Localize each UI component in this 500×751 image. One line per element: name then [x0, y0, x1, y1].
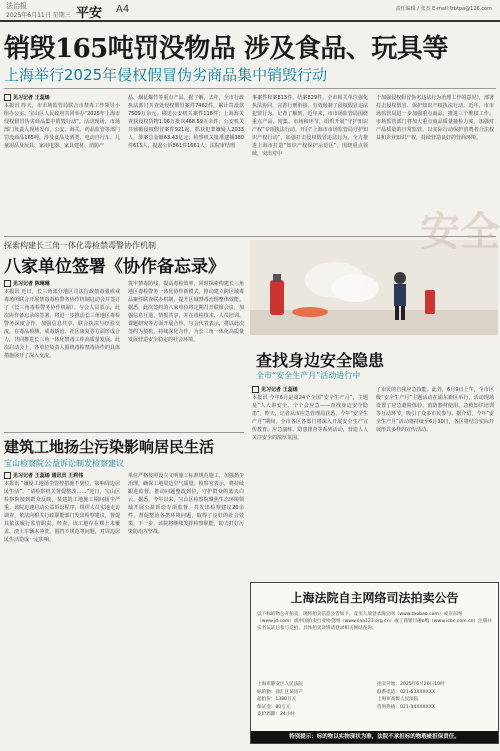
notice-item: 起拍价：1380万元 — [257, 697, 297, 702]
watermark-text: 安全 — [420, 208, 500, 255]
article2-title: 八家单位签署《协作备忘录》 — [4, 257, 225, 277]
lead-column-1 — [4, 94, 120, 234]
page-header — [0, 0, 500, 22]
byline-icon — [4, 280, 11, 287]
notice-item: 保证金：80万元 — [257, 704, 291, 710]
section-title: 平安 — [76, 6, 103, 21]
issue-date: 2025年6月11日 星期三 — [6, 12, 71, 19]
article3-byline — [4, 472, 120, 480]
article2-byline-text: 见习记者 陈琳琳 — [13, 281, 50, 287]
notice-footer: 特别提示：标的物以实物现状为准，法院不承担标的物瑕疵担保责任。 — [251, 731, 498, 743]
lead-column-3 — [252, 94, 368, 234]
article4-subtitle: 全市“安全生产月”活动进行中 — [256, 371, 361, 380]
divider — [4, 432, 244, 433]
article4-byline-text: 见习记者 王蕊烯 — [261, 387, 298, 393]
article4-column-2 — [376, 386, 494, 576]
lead-text-3: 事案件和案813件，结案829件。全市相关单位强化执法协同，完善行刑衔接，有效遏制了侵权假冒违法犯罪行为。记者了解到，近年来，市市场监管局围绕重点产品，密集、市场和环节，组织开展“守护知识产权”专项执法行动。开启“上海市市场监管局守护知识产权行动”，加强打击侵权假冒违法行为，全力推进上海市打造“知识产权保护示范区”，围绕重点领域，突出对中 — [252, 95, 368, 157]
notice-item: 联系电话：021-63XXXXXX — [377, 689, 436, 695]
notice-item: 标的物：徐汇区某房产 — [257, 689, 303, 695]
lead-column-2 — [128, 94, 244, 234]
notice-item: 咨询热线：021-34XXXXXX — [377, 704, 436, 710]
lead-byline-text: 见习记者 王蕊烯 — [13, 95, 50, 101]
article4-column-1 — [252, 386, 368, 576]
section-number: A4 — [116, 4, 130, 15]
notice-item: 上海市高级人民法院 — [377, 697, 419, 702]
article2-text-1: 本报讯 近日，长三角部分地区司法行政禁毒强戒戒毒场所联合开展禁毒毒检警务协作机制启动会并签订了《长三角毒检警务协作机制》。与会人员表示，此次协作备忘录的签署，将进一步推动长三角地区毒检警务深度合作，加强信息共享、联合执法与经验交流，在毒品检测、戒毒矫治、社区康复等方面形成合力，共同推进长三角一体化禁毒工作高质量发展。此次启动会上，各单位负责人围绕毒检禁毒协作的具体措施展开了深入交流。 — [4, 289, 120, 359]
notice-body: 以下标的物公开拍卖，现将拍卖信息公告如下。竞买人须登录淘宝网（www.taobao.com）或京东网（www.jd.com）或中国拍卖行业协会网（www.caa123.org.cn）或工商银行融e购（www.icbc.com.cn）注册并实名认证后参与竞拍，具体拍卖详情请登录相关网站查询。 — [257, 612, 492, 631]
lead-byline — [4, 94, 120, 102]
article4-title: 查找身边安全隐患 — [256, 351, 385, 370]
article3-subtitle: 宝山检察院公益诉讼制发检察建议 — [4, 459, 124, 468]
auction-notice — [250, 582, 499, 744]
notice-title: 上海法院自主网络司法拍卖公告 — [290, 591, 459, 605]
notice-list-right — [377, 681, 492, 711]
article3-column-1 — [4, 472, 120, 744]
article3-title: 建筑工地扬尘污染影响居民生活 — [4, 438, 215, 456]
notice-item: 上海市静安区人民法院 — [257, 682, 303, 687]
byline-icon — [252, 386, 259, 393]
article3-column-2 — [128, 472, 244, 744]
article2-column-2 — [128, 280, 244, 430]
byline-icon — [4, 472, 11, 479]
article3-byline-text: 见习记者 王蕊烯 通讯员 王莉伟 — [13, 473, 84, 479]
notice-item: 竞价周期：24小时 — [257, 712, 296, 717]
divider — [4, 88, 496, 89]
byline-icon — [4, 94, 11, 101]
notice-list-left — [257, 681, 372, 719]
lead-text-2: 品、烟花爆竹等重点产品。据了解，去年，全市行政执法部门共查处侵权假冒案件7462件，累计罚没款7509万余元，移送公安机关案件118件；上海海关查获侵权货物1.06万批次468.59万余件；公安机关共侦破侵权假冒案件921起，抓获犯罪嫌疑人2033人，涉案总金额63.43亿元；检察机关批准逮捕380件615人，提起公诉861件1661人；法院审结刑 — [128, 95, 244, 149]
article4-text-2: 了市民的自我应急技能。此外，6月9日上午，全市区级“安全生产月”主题活动在浦东新区举行，活动现场设置了应急避险体验、消防器材使用、急救知识培训等互动环节，吸引了众多市民参与。据介绍，今年“安全生产月”活动将持续至6月30日，各区将结合实际开展形式多样的宣传活动。 — [376, 387, 494, 433]
article4-text-1: 本报讯 今年6月是第24个全国“安全生产月”，主题是“人人讲安全、个个会应急——查找身边安全隐患”。昨天，记者从市应急管理局获悉，今年“安全生产月”期间，全市各区各部门将深入开展安全生产宣传教育、应急演练、隐患排查等系列活动，营造人人关注安全的浓厚氛围。 — [252, 395, 368, 441]
lead-text-1: 本报讯 昨天，市市场监管局联合市禁毒工作领导小组办公室、宝山区人民政府共同举办“2025年上海市侵权假冒伪劣商品集中销毁行动”。活动现场，市场部门负责人现场发布，公安、海关、药品监管等部门罚没商品165吨，涉及食品及酒类、电动自行车、儿童用品及玩具、家用电器、家具建材、消防产 — [4, 103, 120, 149]
editor-info: 责任编辑 / 张杰 E-mail:fzbtpa@126.com — [395, 6, 492, 12]
lead-headline: 销毁165吨罚没物品 涉及食品、玩具等 — [4, 34, 448, 64]
newspaper-logo: 法治报 — [6, 2, 27, 10]
article2-byline — [4, 280, 120, 288]
article2-column-1 — [4, 280, 120, 430]
lead-text-4: 于加强侵权假冒伪劣违法行为治理工作的意见》，部署打击侵权假冒、保护知识产权执法行动。近年，市市场监管局进一步加强重点商品，推进三个维权工作。市场监管部门将加大重点商品质量抽检力度，加强对产品质量的日常监管，以实际行动保护消费者合法权益和企业知识产权，持续营造良好的营商环境。 — [376, 95, 494, 141]
article4-byline — [252, 386, 368, 394]
article3-text-2: 单位严格按照设立文明施工标准规范施工，加强扬尘治理，确保工地周边空气质量。检察官表示，将持续跟进监督，推动问题整改到位，守护群众的蓝天白云。据悉，今年以来，宝山区检察院聚焦生态环境领域开展公益诉讼专项监督，共发出检察建议20余件，督促整治各类环境问题，取得了良好的社会效果。下一步，该院将继续发挥检察职能，助力打好污染防治攻坚战。 — [128, 473, 244, 535]
article2-kicker: 探索构建长三角一体化毒检禁毒警协作机制 — [4, 241, 156, 250]
lead-subhead: 上海举行2025年侵权假冒伪劣商品集中销毁行动 — [4, 66, 328, 84]
article2-text-2: 筑牢禁毒防线，提高毒检效率，同时探索构建长三角地区毒检警务一体化协作新模式，推动建立跨区域毒品案件联查联办机制，提升区域禁毒治理整体效能。据悉，此次签约的八家单位将定期召开联席会议，加强信息互通、情报共享，并在毒检技术、人员培训、课题研究等方面开展合作。与会代表表示，将以此次签约为契机，持续深化合作，为长三角一体化高质量发展营造安全稳定的社会环境。 — [128, 281, 244, 343]
notice-item: 拍卖开始：2025年6月20日10时 — [377, 682, 445, 687]
article3-text-1: 本报讯 “嫌疑工地扬尘管控措施不到位，影响周边居民生活”，“请检察机关督促整改……”近日，宝山区检察院接到群众反映，某建筑工地施工期间扬尘严重。该院迅速启动公益诉讼程序，组织人员实地走访调查，依法向相关行政职能部门发出检察建议，督促其依法履行监管职责。经查，该工地存在裸土未覆盖、渣土车辆未冲洗、围挡不规范等问题，对周边居民生活造成一定影响。 — [4, 481, 120, 543]
